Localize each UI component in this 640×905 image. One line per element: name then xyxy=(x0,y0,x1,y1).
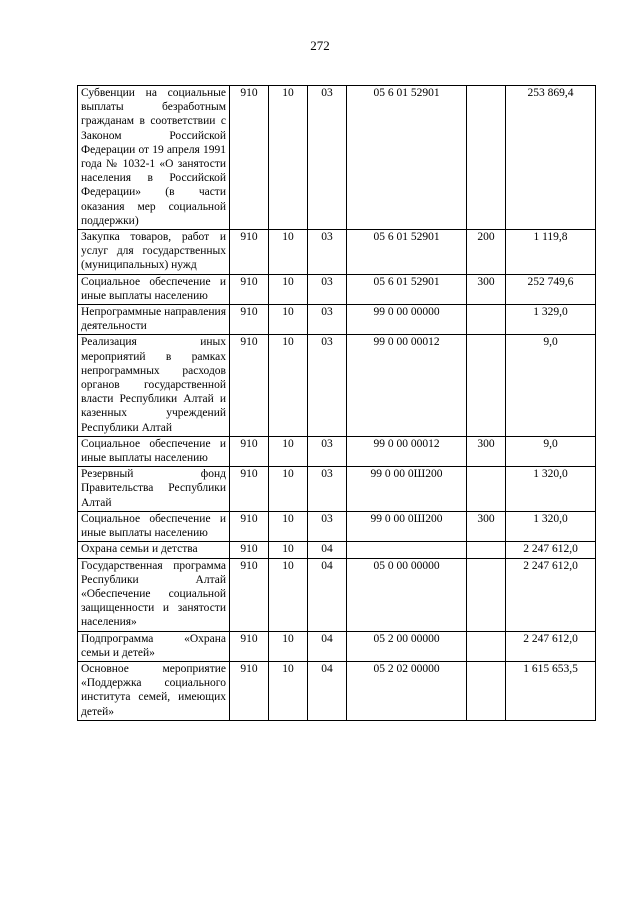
target-article-code-cell xyxy=(347,542,467,558)
subsection-code-cell: 04 xyxy=(308,631,347,661)
table-row xyxy=(78,274,596,304)
expense-name-cell: Реализация иных мероприятий в рамках непрограммных расходов органов государственной власти Республики Алтай и казенных учреждений Республики Алтай xyxy=(78,335,230,436)
administrator-code-cell: 910 xyxy=(230,558,269,631)
expense-name-cell: Субвенции на социальные выплаты безработным гражданам в соответствии с Законом Российской Федерации от 19 апреля 1991 года № 1032-1 «О занятости населения в Российской Федерации» (в части оказания мер социальной поддержки) xyxy=(78,86,230,230)
section-code-cell: 10 xyxy=(269,511,308,541)
target-article-code-cell: 99 0 00 00000 xyxy=(347,305,467,335)
administrator-code-cell: 910 xyxy=(230,661,269,720)
section-code-cell: 10 xyxy=(269,274,308,304)
target-article-code-cell: 99 0 00 0Ш200 xyxy=(347,467,467,512)
section-code-cell: 10 xyxy=(269,305,308,335)
administrator-code-cell: 910 xyxy=(230,335,269,436)
amount-cell: 9,0 xyxy=(506,436,596,466)
subsection-code-cell: 04 xyxy=(308,542,347,558)
table-row xyxy=(78,230,596,275)
expense-name-cell: Основное мероприятие «Поддержка социального института семей, имеющих детей» xyxy=(78,661,230,720)
subsection-code-cell: 03 xyxy=(308,305,347,335)
administrator-code-cell: 910 xyxy=(230,86,269,230)
target-article-code-cell: 99 0 00 0Ш200 xyxy=(347,511,467,541)
expense-name-cell: Непрограммные направления деятельности xyxy=(78,305,230,335)
administrator-code-cell: 910 xyxy=(230,274,269,304)
subsection-code-cell: 03 xyxy=(308,274,347,304)
subsection-code-cell: 04 xyxy=(308,558,347,631)
target-article-code-cell: 05 6 01 52901 xyxy=(347,274,467,304)
amount-cell: 252 749,6 xyxy=(506,274,596,304)
administrator-code-cell: 910 xyxy=(230,511,269,541)
target-article-code-cell: 05 6 01 52901 xyxy=(347,230,467,275)
table-row xyxy=(78,86,596,230)
section-code-cell: 10 xyxy=(269,558,308,631)
expense-name-cell: Социальное обеспечение и иные выплаты населению xyxy=(78,274,230,304)
expense-name-cell: Охрана семьи и детства xyxy=(78,542,230,558)
amount-cell: 9,0 xyxy=(506,335,596,436)
section-code-cell: 10 xyxy=(269,86,308,230)
expense-name-cell: Закупка товаров, работ и услуг для государственных (муниципальных) нужд xyxy=(78,230,230,275)
administrator-code-cell: 910 xyxy=(230,436,269,466)
subsection-code-cell: 03 xyxy=(308,230,347,275)
subsection-code-cell: 03 xyxy=(308,436,347,466)
section-code-cell: 10 xyxy=(269,631,308,661)
administrator-code-cell: 910 xyxy=(230,305,269,335)
amount-cell: 253 869,4 xyxy=(506,86,596,230)
section-code-cell: 10 xyxy=(269,467,308,512)
subsection-code-cell: 04 xyxy=(308,661,347,720)
expense-name-cell: Социальное обеспечение и иные выплаты населению xyxy=(78,511,230,541)
amount-cell: 1 615 653,5 xyxy=(506,661,596,720)
table-row xyxy=(78,436,596,466)
target-article-code-cell: 05 2 02 00000 xyxy=(347,661,467,720)
amount-cell: 1 320,0 xyxy=(506,467,596,512)
expense-type-code-cell: 200 xyxy=(467,230,506,275)
table-row xyxy=(78,511,596,541)
expense-type-code-cell: 300 xyxy=(467,274,506,304)
target-article-code-cell: 99 0 00 00012 xyxy=(347,335,467,436)
subsection-code-cell: 03 xyxy=(308,467,347,512)
budget-table xyxy=(77,85,596,721)
subsection-code-cell: 03 xyxy=(308,86,347,230)
table-row xyxy=(78,661,596,720)
subsection-code-cell: 03 xyxy=(308,335,347,436)
table-row xyxy=(78,335,596,436)
amount-cell: 2 247 612,0 xyxy=(506,542,596,558)
page-number: 272 xyxy=(310,38,330,53)
expense-name-cell: Государственная программа Республики Алтай «Обеспечение социальной защищенности и занятости населения» xyxy=(78,558,230,631)
target-article-code-cell: 05 6 01 52901 xyxy=(347,86,467,230)
section-code-cell: 10 xyxy=(269,661,308,720)
expense-type-code-cell xyxy=(467,661,506,720)
expense-type-code-cell xyxy=(467,631,506,661)
amount-cell: 1 320,0 xyxy=(506,511,596,541)
amount-cell: 1 119,8 xyxy=(506,230,596,275)
expense-name-cell: Социальное обеспечение и иные выплаты населению xyxy=(78,436,230,466)
table-row xyxy=(78,558,596,631)
amount-cell: 2 247 612,0 xyxy=(506,558,596,631)
expense-type-code-cell xyxy=(467,86,506,230)
expense-type-code-cell: 300 xyxy=(467,511,506,541)
administrator-code-cell: 910 xyxy=(230,230,269,275)
section-code-cell: 10 xyxy=(269,542,308,558)
expense-type-code-cell xyxy=(467,558,506,631)
administrator-code-cell: 910 xyxy=(230,631,269,661)
table-row xyxy=(78,467,596,512)
amount-cell: 1 329,0 xyxy=(506,305,596,335)
table-row xyxy=(78,305,596,335)
target-article-code-cell: 99 0 00 00012 xyxy=(347,436,467,466)
expense-name-cell: Резервный фонд Правительства Республики Алтай xyxy=(78,467,230,512)
target-article-code-cell: 05 2 00 00000 xyxy=(347,631,467,661)
section-code-cell: 10 xyxy=(269,230,308,275)
section-code-cell: 10 xyxy=(269,436,308,466)
amount-cell: 2 247 612,0 xyxy=(506,631,596,661)
expense-type-code-cell xyxy=(467,467,506,512)
expense-type-code-cell xyxy=(467,542,506,558)
expense-type-code-cell xyxy=(467,335,506,436)
subsection-code-cell: 03 xyxy=(308,511,347,541)
administrator-code-cell: 910 xyxy=(230,467,269,512)
section-code-cell: 10 xyxy=(269,335,308,436)
expense-type-code-cell: 300 xyxy=(467,436,506,466)
table-row xyxy=(78,542,596,558)
administrator-code-cell: 910 xyxy=(230,542,269,558)
target-article-code-cell: 05 0 00 00000 xyxy=(347,558,467,631)
expense-name-cell: Подпрограмма «Охрана семьи и детей» xyxy=(78,631,230,661)
table-row xyxy=(78,631,596,661)
expense-type-code-cell xyxy=(467,305,506,335)
